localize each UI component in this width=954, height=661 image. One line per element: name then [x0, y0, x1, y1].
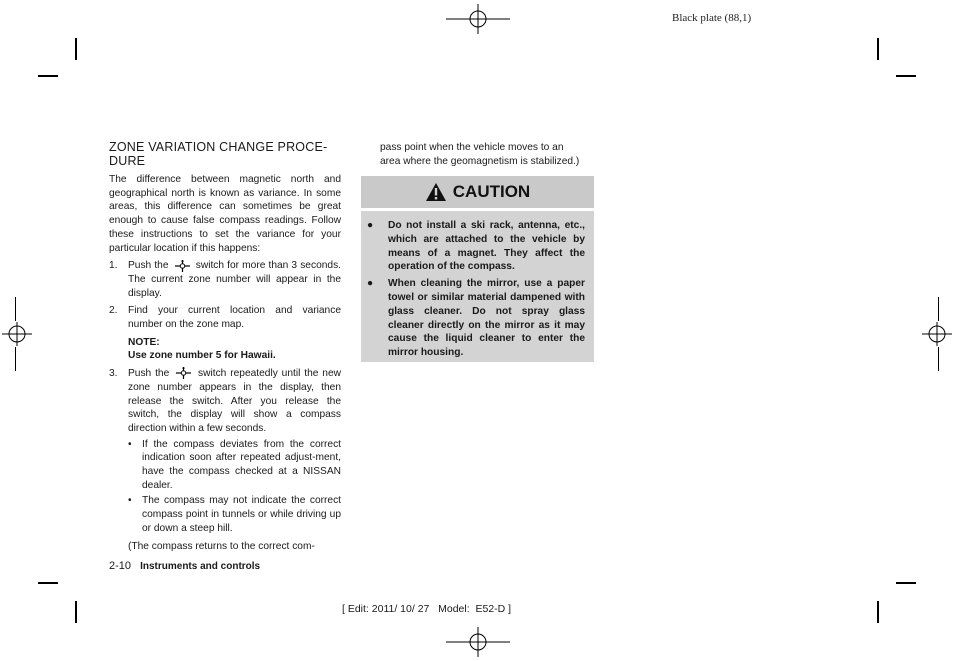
step-item — [109, 304, 341, 331]
bullet-text: The compass may not indicate the correct compass point in tunnels or while driving up or down a steep hill. — [142, 495, 341, 534]
step-number: 1. — [109, 260, 118, 272]
continuation-text: (The compass returns to the correct com- — [128, 540, 315, 552]
footer-section-name: Instruments and controls — [140, 561, 261, 572]
registration-mark-icon — [2, 322, 32, 346]
left-column — [109, 140, 341, 553]
intro-paragraph: The difference between magnetic north and geographical north is known as variance. In some areas, this difference can sometimes be great enough to cause false compass readings. Follow these instructions to set the variance for your particular location if this happens: — [109, 174, 341, 254]
step-text: Find your current location and variance number on the zone map. — [128, 305, 341, 331]
section-heading — [109, 140, 341, 168]
registration-mark-icon — [446, 627, 510, 657]
step-number: 2. — [109, 305, 118, 317]
edit-info: [ Edit: 2011/ 10/ 27 Model: E52-D ] — [342, 603, 512, 615]
registration-mark-icon — [446, 4, 510, 34]
note-label: NOTE: — [128, 336, 160, 348]
crop-mark — [75, 38, 77, 60]
step-text — [128, 367, 341, 436]
crop-mark — [15, 347, 16, 371]
crop-mark — [15, 297, 16, 321]
crop-mark — [38, 75, 58, 77]
crop-mark — [938, 297, 939, 321]
continuation-line: pass point when the vehicle moves to an — [380, 142, 564, 153]
bullet-marker: • — [128, 495, 132, 507]
compass-switch-icon — [175, 367, 192, 379]
note-text: Use zone number 5 for Hawaii. — [128, 350, 276, 362]
crop-mark — [877, 38, 879, 60]
bullet-marker: ● — [367, 278, 374, 290]
bullet-marker: • — [128, 438, 132, 450]
section-heading-line: ZONE VARIATION CHANGE PROCE- — [109, 140, 328, 154]
crop-mark — [75, 601, 77, 623]
step-text-part: Push the — [128, 368, 170, 380]
section-heading-line: DURE — [109, 154, 146, 168]
step-text — [128, 259, 341, 300]
page-number: 2-10 — [109, 560, 132, 572]
continuation-line: area where the geomagnetism is stabilized.) — [380, 155, 580, 167]
crop-mark — [38, 582, 58, 584]
plate-label: Black plate (88,1) — [672, 12, 752, 24]
caution-text: Do not install a ski rack, antenna, etc., which are attached to the vehicle by means of a magnet. They affect the operation of the compass. — [388, 220, 585, 273]
caution-item — [361, 211, 594, 274]
caution-header — [361, 176, 594, 208]
registration-mark-icon — [922, 322, 952, 346]
crop-mark — [877, 601, 879, 623]
warning-triangle-icon — [425, 182, 447, 202]
caution-text: When cleaning the mirror, use a paper towel or similar material dampened with glass cleaner. Do not spray glass cleaner directly on the mirror as it may cause the liquid cleaner to enter the mirror housing. — [388, 278, 585, 359]
step-item — [109, 367, 341, 436]
caution-box — [361, 211, 594, 362]
step-text-part: Push the — [128, 260, 169, 272]
crop-mark — [896, 75, 916, 77]
list-item — [128, 438, 341, 493]
page-footer — [109, 560, 260, 572]
caution-title: CAUTION — [452, 182, 531, 201]
crop-mark — [938, 347, 939, 371]
step-item — [109, 259, 341, 300]
step-text-part: switch repeatedly until the new zone number appears in the display, then release the switch. After you release the switch, the display will show a compass direction within a few seconds. — [128, 368, 341, 434]
step-text-part: switch for more than 3 seconds. The current zone number will appear in the display. — [128, 260, 341, 299]
crop-mark — [896, 582, 916, 584]
right-column-continuation — [380, 141, 594, 168]
bullet-marker: ● — [367, 220, 374, 231]
caution-item — [361, 274, 594, 360]
compass-switch-icon — [174, 260, 191, 272]
step-number: 3. — [109, 368, 118, 380]
bullet-text: If the compass deviates from the correct indication soon after repeated adjust-ment, have the compass checked at a NISSAN dealer. — [142, 438, 341, 491]
list-item — [128, 494, 341, 535]
